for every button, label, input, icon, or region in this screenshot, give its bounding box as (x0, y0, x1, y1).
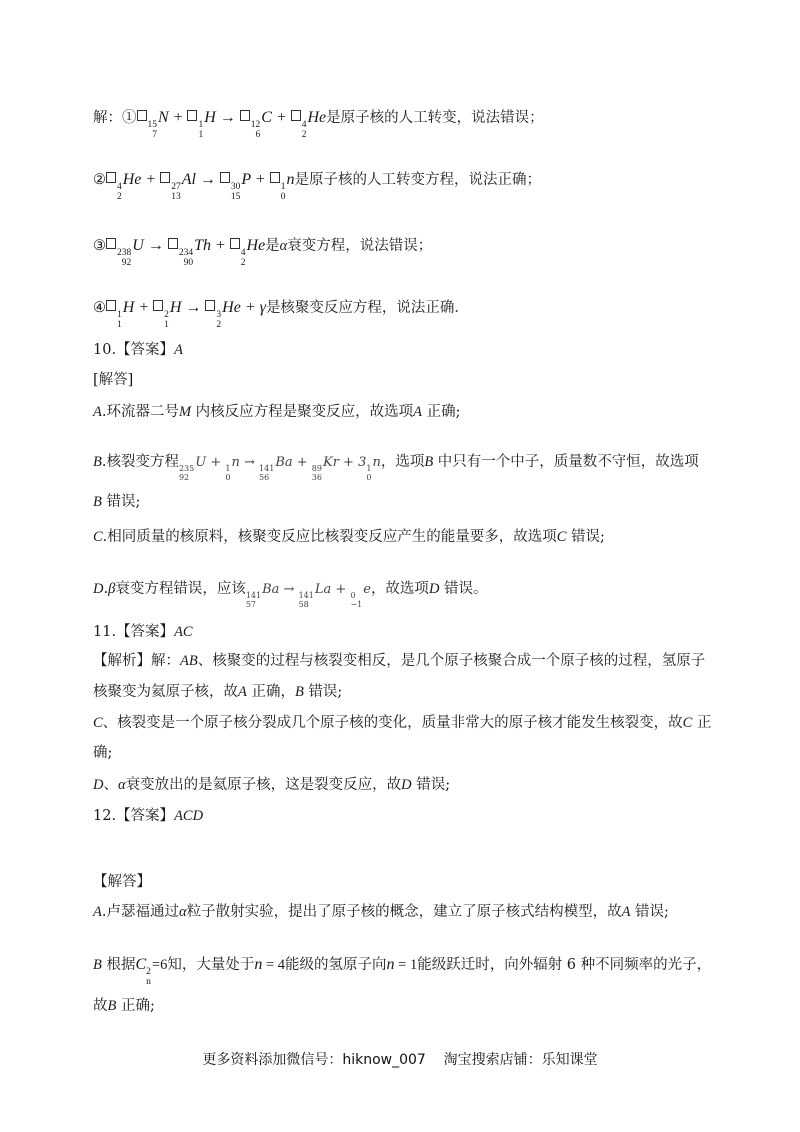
solution9-line3: ③ 238 92 U → 234 90 Th + 4 2 He是α衰变方程，说法错误； (93, 237, 433, 268)
q10-option-b-cont: B 错误; (93, 494, 141, 510)
q10-option-b: B.核裂变方程 235 92 U + 1 0 n → 141 56 Ba + 89 36 Kr + 3 1 0 n，选项B 中只有一个中子，质量数不守恒，故选项 (93, 454, 699, 482)
q11-line2: 核聚变为氦原子核，故A 正确，B 错误; (93, 684, 343, 700)
q12-option-b-cont: 故B 正确; (93, 998, 155, 1014)
beta-decay-equation: 141 57 Ba → 141 58 La + 0 −1 e (245, 582, 371, 609)
solution9-line2: ② 4 2 He + 27 13 Al → 30 15 P + 1 0 n是原子核的人工转变方程，说法正确； (93, 171, 541, 202)
solution9-line1: 解：① 15 7 N + 1 1 H → 12 6 C + 4 2 He是原子核的人工转变，说法错误； (93, 109, 544, 140)
q10-header: 10.【答案】A (93, 342, 183, 358)
q11-line4: 确; (93, 745, 113, 761)
q12-option-b: B 根据C 2 n =6知，大量处于n = 4能级的氢原子向n = 1能级跃迁时，向外辐射 6 种不同频率的光子， (93, 956, 712, 987)
q11-header: 11.【答案】AC (93, 624, 193, 640)
q11-line1: 【解析】解：AB、核聚变的过程与核裂变相反，是几个原子核聚合成一个原子核的过程，氢原子 (93, 653, 706, 669)
page-footer: 更多资料添加微信号：hiknow_007 淘宝搜索店铺：乐知课堂 (202, 1052, 598, 1068)
q12-label: 【解答】 (93, 874, 151, 890)
solution9-line4: ④ 1 1 H + 2 1 H → 3 2 He + γ是核聚变反应方程，说法正确． (93, 299, 469, 330)
combination-formula: C 2 n (135, 956, 151, 987)
q10-option-c: C.相同质量的核原料，核聚变反应比核裂变反应产生的能量要多，故选项C 错误; (93, 529, 605, 545)
fission-equation: 235 92 U + 1 0 n → 141 56 Ba + 89 36 Kr + 3 1 0 n (178, 455, 381, 482)
q10-option-a: A.环流器二号M 内核反应方程是聚变反应，故选项A 正确; (93, 404, 461, 420)
q11-line5: D、α衰变放出的是氦原子核，这是裂变反应，故D 错误; (93, 777, 451, 793)
q10-label: [解答] (93, 372, 134, 388)
q12-header: 12.【答案】ACD (93, 808, 204, 824)
q10-option-d: D.β衰变方程错误，应该 141 57 Ba → 141 58 La + 0 −1 e，故选项D 错误。 (93, 581, 488, 609)
q12-option-a: A.卢瑟福通过α粒子散射实验，提出了原子核的概念，建立了原子核式结构模型，故A 错误; (93, 904, 669, 920)
q11-line3: C、核裂变是一个原子核分裂成几个原子核的变化，质量非常大的原子核才能发生核裂变，故C 正 (93, 715, 712, 731)
